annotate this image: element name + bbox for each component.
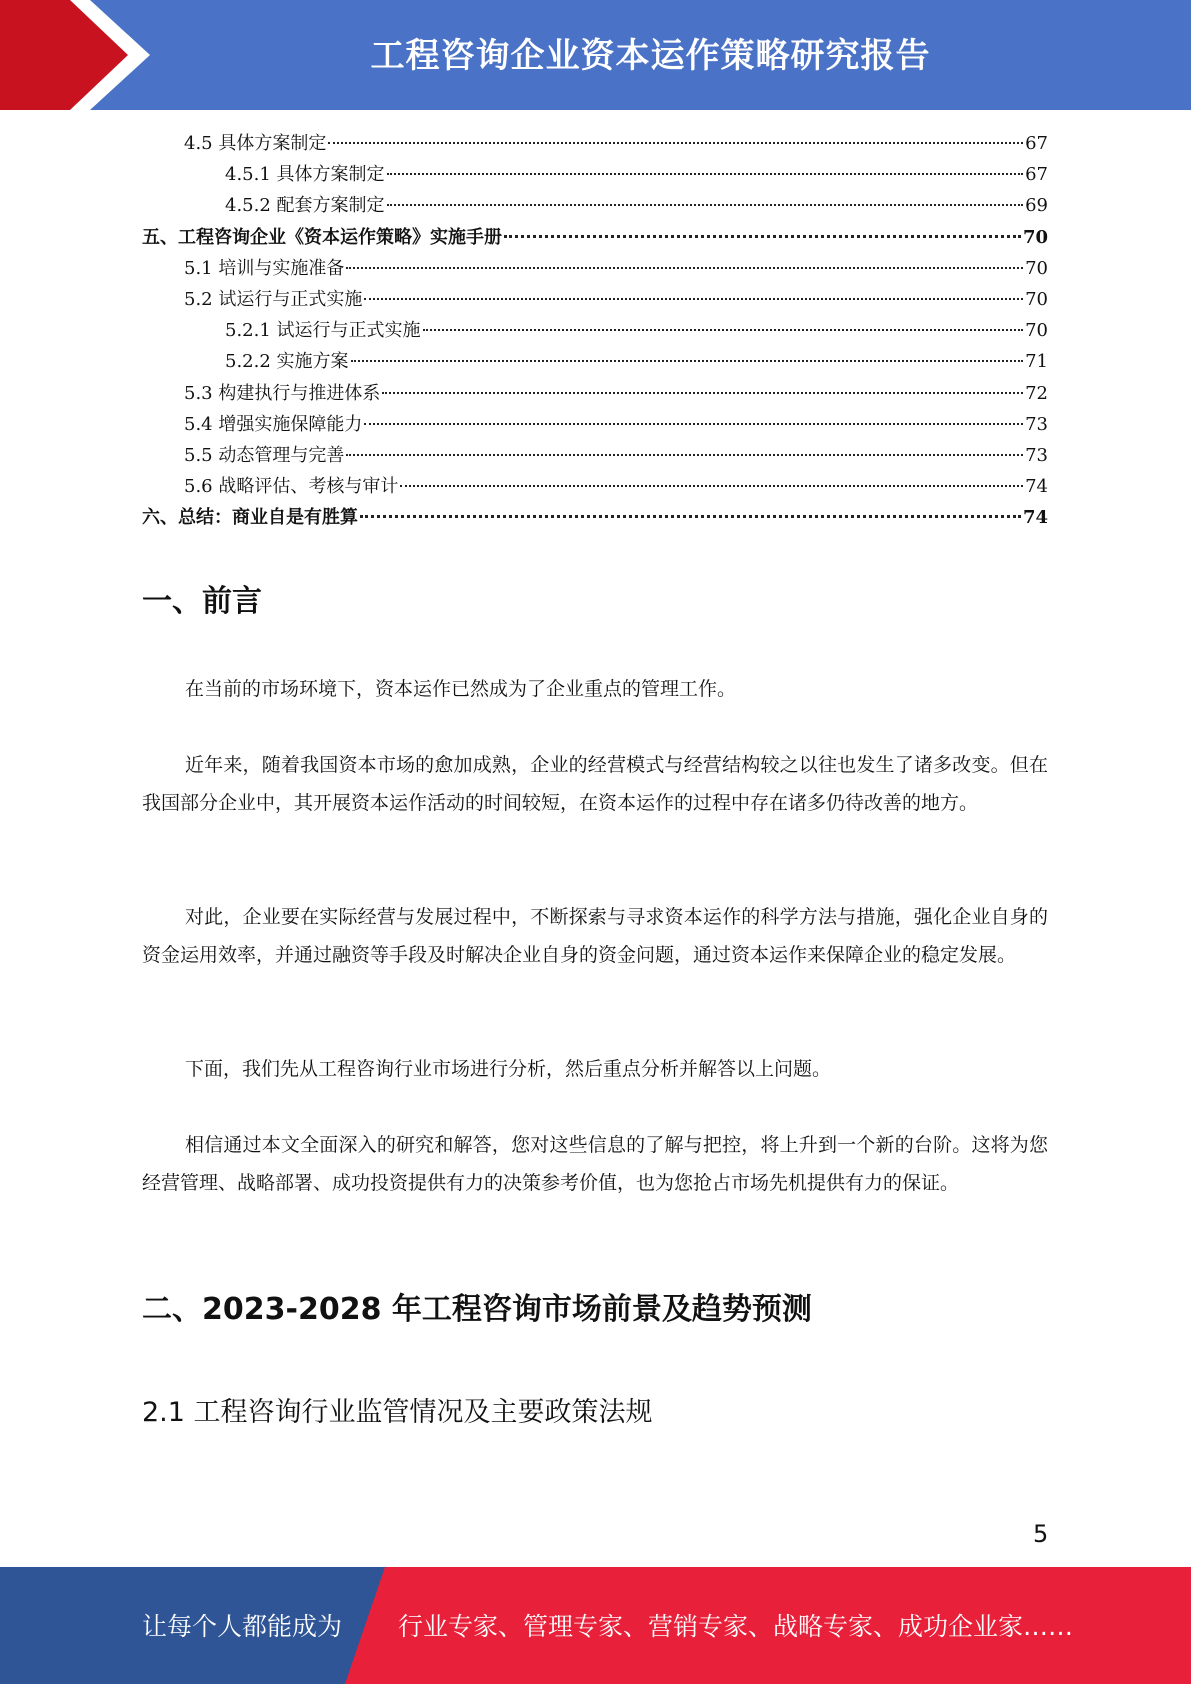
toc-entry[interactable] xyxy=(142,315,1048,346)
paragraph: 相信通过本文全面深入的研究和解答，您对这些信息的了解与把控，将上升到一个新的台阶。这将为您经营管理、战略部署、成功投资提供有力的决策参考价值，也为您抢占市场先机提供有力的保证。 xyxy=(142,1134,1048,1194)
toc-entry[interactable] xyxy=(142,471,1048,502)
toc-leader-dots xyxy=(364,423,1023,425)
toc-entry-label: 4.5.1 具体方案制定 xyxy=(225,164,385,186)
toc-entry-label: 5.2 试运行与正式实施 xyxy=(184,288,363,310)
toc-entry-page: 70 xyxy=(1025,288,1048,310)
page-header xyxy=(0,0,1191,110)
toc-entry[interactable] xyxy=(142,222,1048,253)
toc-entry-page: 70 xyxy=(1025,320,1048,342)
toc-entry-page: 74 xyxy=(1025,476,1048,498)
toc-entry-label: 五、工程咨询企业《资本运作策略》实施手册 xyxy=(142,226,502,248)
footer-slogan-left: 让每个人都能成为 xyxy=(142,1612,343,1641)
toc-entry[interactable] xyxy=(142,284,1048,315)
toc-entry[interactable] xyxy=(142,440,1048,471)
paragraph: 下面，我们先从工程咨询行业市场进行分析，然后重点分析并解答以上问题。 xyxy=(185,1058,832,1080)
toc-leader-dots xyxy=(387,204,1024,206)
toc-entry-page: 73 xyxy=(1025,413,1048,435)
toc-entry[interactable] xyxy=(142,502,1048,533)
toc-entry-label: 5.3 构建执行与推进体系 xyxy=(184,382,381,404)
toc-leader-dots xyxy=(382,392,1023,394)
toc-leader-dots xyxy=(360,515,1021,518)
toc-entry-label: 5.6 战略评估、考核与审计 xyxy=(184,476,399,498)
toc-entry-label: 六、总结：商业自是有胜算 xyxy=(142,507,358,529)
toc-leader-dots xyxy=(364,298,1023,300)
toc-entry-page: 73 xyxy=(1025,444,1048,466)
toc-entry-label: 5.2.2 实施方案 xyxy=(225,351,349,373)
toc-entry-page: 67 xyxy=(1025,164,1048,186)
paragraph: 近年来，随着我国资本市场的愈加成熟，企业的经营模式与经营结构较之以往也发生了诸多改变。但在我国部分企业中，其开展资本运作活动的时间较短，在资本运作的过程中存在诸多仍待改善的地方。 xyxy=(142,754,1048,814)
toc-leader-dots xyxy=(328,142,1023,144)
toc-entry[interactable] xyxy=(142,346,1048,377)
toc-leader-dots xyxy=(351,360,1024,362)
paragraph: 对此，企业要在实际经营与发展过程中，不断探索与寻求资本运作的科学方法与措施，强化企业自身的资金运用效率，并通过融资等手段及时解决企业自身的资金问题，通过资本运作来保障企业的稳定发展。 xyxy=(142,906,1048,966)
toc-entry-label: 5.2.1 试运行与正式实施 xyxy=(225,320,421,342)
toc-leader-dots xyxy=(346,454,1023,456)
subsection-heading-regulation: 2.1 工程咨询行业监管情况及主要政策法规 xyxy=(142,1397,653,1428)
toc-entry-label: 5.5 动态管理与完善 xyxy=(184,444,345,466)
toc-entry-label: 4.5 具体方案制定 xyxy=(184,133,327,154)
section-heading-forecast: 二、2023-2028 年工程咨询市场前景及趋势预测 xyxy=(142,1292,812,1327)
page-footer xyxy=(0,1567,1191,1684)
toc-leader-dots xyxy=(400,485,1023,487)
toc-entry[interactable] xyxy=(142,409,1048,440)
toc-leader-dots xyxy=(346,267,1023,269)
table-of-contents xyxy=(142,128,1048,533)
toc-entry[interactable] xyxy=(142,190,1048,221)
page-number: 5 xyxy=(1033,1520,1049,1548)
toc-entry-page: 72 xyxy=(1025,382,1048,404)
toc-entry-page: 70 xyxy=(1022,226,1048,248)
toc-entry-page: 70 xyxy=(1025,257,1048,279)
toc-entry-label: 5.1 培训与实施准备 xyxy=(184,257,345,279)
paragraph: 在当前的市场环境下，资本运作已然成为了企业重点的管理工作。 xyxy=(185,678,737,700)
toc-entry-label: 5.4 增强实施保障能力 xyxy=(184,413,363,435)
toc-entry-label: 4.5.2 配套方案制定 xyxy=(225,195,385,217)
toc-entry[interactable] xyxy=(142,159,1048,190)
toc-leader-dots xyxy=(504,235,1021,238)
toc-leader-dots xyxy=(423,329,1024,331)
toc-entry[interactable] xyxy=(142,378,1048,409)
footer-slogan-right: 行业专家、管理专家、营销专家、战略专家、成功企业家…… xyxy=(398,1612,1074,1641)
toc-entry-page: 67 xyxy=(1025,133,1048,154)
toc-entry[interactable] xyxy=(142,128,1048,159)
toc-entry[interactable] xyxy=(142,253,1048,284)
toc-entry-page: 74 xyxy=(1022,507,1048,529)
toc-entry-page: 71 xyxy=(1025,351,1048,373)
toc-leader-dots xyxy=(387,173,1024,175)
section-heading-preface: 一、前言 xyxy=(142,584,262,619)
report-title: 工程咨询企业资本运作策略研究报告 xyxy=(370,36,931,76)
toc-entry-page: 69 xyxy=(1025,195,1048,217)
